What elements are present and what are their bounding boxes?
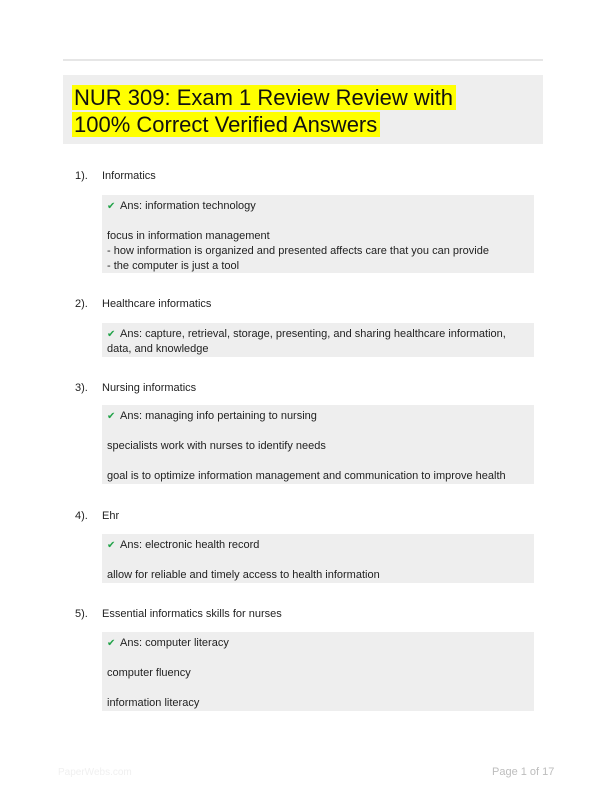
answer-box	[102, 534, 534, 583]
answer-box	[102, 632, 534, 711]
page-title-text: NUR 309: Exam 1 Review Review with 100% Correct Verified Answers	[72, 85, 456, 137]
answer-text: Ans: capture, retrieval, storage, presenting, and sharing healthcare information, data, and knowledge	[107, 328, 506, 355]
answer-line: - how information is organized and presented affects care that you can provide	[107, 245, 489, 257]
question-number: 2).	[75, 298, 88, 310]
answer-box	[102, 323, 534, 357]
question-number: 3).	[75, 382, 88, 394]
page-number: Page 1 of 17	[492, 766, 555, 778]
answer-line: - the computer is just a tool	[107, 260, 240, 272]
answer-line	[107, 424, 529, 439]
check-icon: ✔	[107, 540, 116, 551]
question-text: Ehr	[102, 510, 120, 522]
question-text: Essential informatics skills for nurses	[102, 608, 282, 620]
check-icon: ✔	[107, 411, 116, 422]
answer-box	[102, 405, 534, 484]
answer-line: focus in information management	[107, 230, 270, 242]
answer-line	[107, 681, 529, 696]
answer-line: information literacy	[107, 697, 200, 709]
title-banner	[63, 75, 543, 144]
answer-text: Ans: information technology	[120, 200, 256, 212]
answer-line: computer fluency	[107, 667, 191, 679]
answer-text: Ans: electronic health record	[120, 539, 260, 551]
check-icon: ✔	[107, 638, 116, 649]
question-number: 5).	[75, 608, 88, 620]
answer-line	[107, 454, 529, 469]
answer-text: Ans: computer literacy	[120, 637, 229, 649]
question-text: Healthcare informatics	[102, 298, 212, 310]
answer-box	[102, 195, 534, 273]
question-number: 1).	[75, 170, 88, 182]
footer-watermark: PaperWebs.com	[58, 767, 132, 778]
answer-line	[107, 553, 529, 568]
page-title	[72, 84, 512, 138]
answer-text: Ans: managing info pertaining to nursing	[120, 410, 317, 422]
answer-line: allow for reliable and timely access to health information	[107, 569, 380, 581]
question-text: Nursing informatics	[102, 382, 197, 394]
question-number: 4).	[75, 510, 88, 522]
answer-line	[107, 214, 529, 229]
top-divider	[63, 59, 543, 61]
answer-line: goal is to optimize information management and communication to improve health	[107, 470, 506, 482]
check-icon: ✔	[107, 201, 116, 212]
check-icon: ✔	[107, 329, 116, 340]
answer-line: specialists work with nurses to identify needs	[107, 440, 326, 452]
answer-line	[107, 651, 529, 666]
question-text: Informatics	[102, 170, 156, 182]
